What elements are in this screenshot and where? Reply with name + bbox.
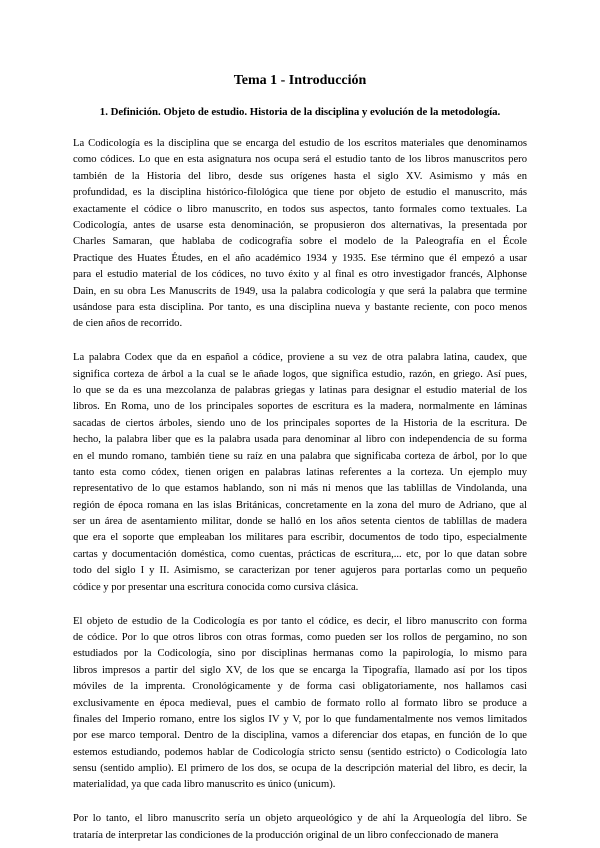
text-line: Por lo tanto, el libro manuscrito sería un objeto arqueológico y de ahí la Arqueología del libro. Se	[73, 813, 527, 825]
text-line: usándose para esta disciplina. Por tanto, es una disciplina nueva y bastante reciente, con poco menos	[73, 301, 527, 313]
text-line: región de época romana en las islas Británicas, concretamente en la zona del muro de Adriano, que al	[73, 499, 527, 511]
text-line: Dain, en su obra Les Manuscrits de 1949, usa la palabra codicología y que será la palabra que termine	[73, 285, 527, 297]
paragraph	[73, 136, 527, 333]
text-line: tanto esta como códex, tienen origen en palabras latinas referentes a la corteza. Un ejemplo muy	[73, 466, 527, 478]
text-line: móviles de la imprenta. Cronológicamente y de forma casi obligatoriamente, nos hallamos casi	[73, 681, 527, 693]
text-line: por ese marco temporal. Dentro de la disciplina, vamos a diferenciar dos etapas, en función de lo que	[73, 730, 527, 742]
text-line: significa corteza de árbol a la cual se le añade logos, que significa estudio, razón, en griego. Así pues,	[73, 368, 527, 380]
text-line: exclusivamente en época medieval, pues el cambio de formato rollo al formato libro se produce a	[73, 697, 527, 709]
text-line: Practique des Huates Études, en el año académico 1934 y 1935. Ese término que él empezó a usar	[73, 252, 527, 264]
text-line: lo que se da es una mezcolanza de palabras griegas y latinas para designar el estudio material de los	[73, 384, 527, 396]
text-line: La palabra Codex que da en español a códice, proviene a su vez de otra palabra latina, caudex, que	[73, 352, 527, 364]
text-line: Charles Samaran, que hablaba de codicografía sobre el modelo de la Paleografía en el École	[73, 236, 527, 248]
text-line: finales del Imperio romano, entre los siglos IV y V, por lo que fundamentalmente nos vemos limitados	[73, 713, 527, 725]
text-line: materialidad, ya que cada libro manuscrito es único (unicum).	[73, 779, 336, 791]
text-line: de cien años de recorrido.	[73, 318, 183, 330]
text-line: en el mundo romano, también tiene su raíz en una palabra que significaba corteza de árbol, por lo que	[73, 450, 527, 462]
text-line: como códices. Lo que en esta asignatura nos ocupa será el estudio tanto de los libros manuscritos pero	[73, 154, 527, 166]
text-line: de códice. Por lo que otros libros con otras formas, como pueden ser los rollos de pergamino, no son	[73, 631, 527, 643]
paragraph	[73, 614, 527, 794]
text-line: exactamente el códice o libro manuscrito, en todos sus aspectos, tanto formales como textuales. La	[73, 203, 527, 215]
text-line: que era el soporte que empleaban los militares para escribir, documentos de todo tipo, especialmente	[73, 532, 527, 544]
text-line: sacadas de ciertos árboles, siendo uno de los principales soportes de la Historia de la escritura. De	[73, 417, 527, 429]
text-line: todo del siglo I y II. Asimismo, se caracterizan por tener agujeros para portarlas como un pequeño	[73, 565, 527, 577]
text-line: profundidad, es la disciplina histórico-filológica que tiene por objeto de estudio el manuscrito, más	[73, 187, 527, 199]
text-line: también de la Historia del libro, desde sus orígenes hasta el siglo XV. Asimismo y más en	[73, 170, 527, 182]
text-line: trataría de interpretar las condiciones de la producción original de un libro confeccionado de manera	[73, 829, 499, 841]
text-line: hecho, la palabra liber que es la palabra usada para denominar al libro con independencia de su forma	[73, 434, 527, 446]
text-line: códice y por presentar una escritura conocida como cursiva clásica.	[73, 581, 359, 593]
text-line: sensu (sentido amplio). El primero de los dos, se ocupa de la descripción material del libro, es decir, la	[73, 763, 527, 775]
text-line: cartas y documentación doméstica, como cuentas, prácticas de escritura,... etc, por lo que datan sobre	[73, 548, 527, 560]
text-line: para el estudio material de los códices, no tuvo éxito y al final es otro investigador francés, Alphonse	[73, 269, 527, 281]
section-heading: 1. Definición. Objeto de estudio. Historia de la disciplina y evolución de la metodología.	[99, 106, 501, 118]
text-line: estemos estudiando, podemos hablar de Codicología stricto sensu (sentido estricto) o Codicología lato	[73, 746, 527, 758]
text-line: El objeto de estudio de la Codicología es por tanto el códice, es decir, el libro manuscrito con forma	[73, 615, 527, 627]
text-line: representativo de lo que estamos hablando, son ni más ni menos que las tablillas de Vindolanda, una	[73, 483, 527, 495]
document-body	[73, 136, 527, 848]
text-line: Codicología, antes de usarse esta denominación, se propusieron dos alternativas, la presentada por	[73, 219, 527, 231]
text-line: estudiados por la Codicología, sino por disciplinas hermanas como la papirología, lo mismo para	[73, 648, 527, 660]
paragraph	[73, 350, 527, 596]
text-line: ser un área de asentamiento militar, donde se halló en los años setenta cientos de tablillas de madera	[73, 516, 527, 528]
text-line: libros impresos a partir del siglo XV, de los que se encarga la Tipografía, llamado así por los tipos	[73, 664, 527, 676]
page-title: Tema 1 - Introducción	[233, 73, 367, 88]
text-line: libros. En Roma, uno de los principales soportes de escritura es la madera, normalmente en láminas	[73, 401, 527, 413]
text-line: La Codicología es la disciplina que se encarga del estudio de los escritos materiales que denominamos	[73, 138, 527, 149]
paragraph	[73, 811, 527, 844]
